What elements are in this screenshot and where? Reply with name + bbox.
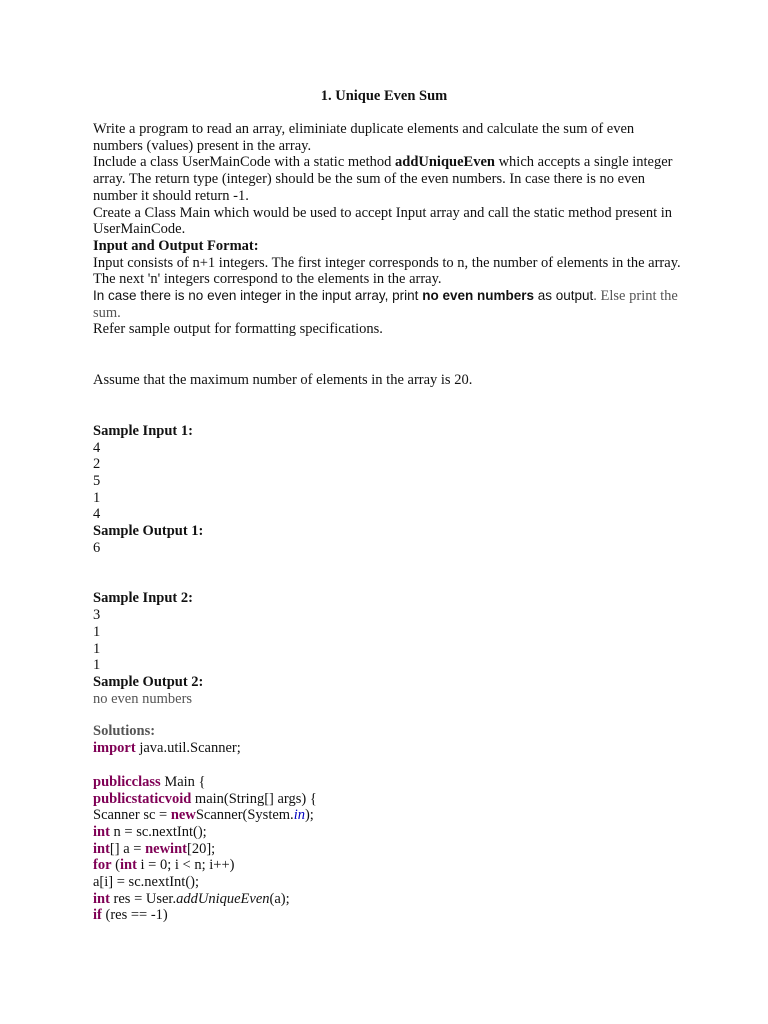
code-text: (res == -1) [101,907,168,924]
no-even-text-a: In case there is no even integer in the input array, print [93,288,423,304]
sample-output-2-label: Sample Output 2: [93,673,204,690]
code-text: Main { [160,773,206,790]
code-keyword: int [119,857,137,874]
io-format-heading: Input and Output Format: [93,237,259,254]
code-text: [20]; [186,840,216,857]
code-line-import [93,740,683,757]
code-text: ( [111,857,120,874]
code-line-main [93,791,683,808]
sample-output-2-line: no even numbers [93,690,193,707]
usermaincode-paragraph [93,154,683,204]
code-keyword: publicstaticvoid [93,790,192,807]
sample-input-1-line: 5 [93,472,101,489]
no-even-text-d: . Else print the sum. [93,288,678,321]
sample-input-2-line: 1 [93,657,101,674]
code-text: Scanner sc = [93,807,171,824]
no-even-text-c: as output [533,288,594,304]
code-line-read-n [93,824,683,841]
code-line-res [93,891,683,908]
method-name: addUniqueEven [395,154,495,171]
code-field: in [293,807,305,824]
sample-output-1-label: Sample Output 1: [93,523,204,540]
code-keyword: int [93,823,110,840]
code-text: i = 0; i < n; i++) [136,857,235,874]
sample-input-1-line: 1 [93,489,101,506]
formatting-note: Refer sample output for formatting specifications. [93,321,383,338]
assumption-text: Assume that the maximum number of elements in the array is 20. [93,372,473,389]
code-line-if [93,907,683,924]
code-line-class [93,774,683,791]
code-keyword: publicclass [93,773,161,790]
sample-input-2-line: 3 [93,607,101,624]
code-line-assign: a[i] = sc.nextInt(); [93,874,200,891]
code-text: [] a = [109,840,146,857]
sample-output-1-line: 6 [93,539,101,556]
sample-input-1-line: 4 [93,439,101,456]
io-description: Input consists of n+1 integers. The first integer corresponds to n, the number of elements in the array. The next 'n' integers correspond to the elements in the array. [93,254,681,288]
sample-input-2-line: 1 [93,623,101,640]
code-text: n = sc.nextInt(); [109,823,207,840]
code-method: addUniqueEven [176,890,270,907]
document-body [93,121,683,924]
sample-input-1-label: Sample Input 1: [93,422,193,439]
code-keyword: newint [145,840,187,857]
code-keyword: int [93,840,110,857]
code-text: res = User. [109,890,177,907]
intro-paragraph: Write a program to read an array, eliminiate duplicate elements and calculate the sum of even numbers (values) present in the array. [93,121,635,154]
code-keyword: new [170,807,196,824]
code-line-scanner [93,807,683,824]
no-even-description [93,288,683,321]
main-class-paragraph: Create a Class Main which would be used to accept Input array and call the static method present in UserMainCode. [93,204,673,238]
sample-input-2-line: 1 [93,640,101,657]
usermaincode-text-a: Include a class UserMainCode with a static method [93,154,396,171]
code-keyword: import [93,740,136,757]
no-even-highlight: no even numbers [422,288,534,304]
code-text: ); [304,807,314,824]
code-line-array [93,841,683,858]
code-text: Scanner(System. [195,807,294,824]
code-keyword: int [93,890,110,907]
code-text: java.util.Scanner; [135,740,241,757]
page-title: 1. Unique Even Sum [320,88,448,104]
sample-input-1-line: 4 [93,506,101,523]
code-text: (a); [269,890,290,907]
code-line-for [93,857,683,874]
solutions-heading: Solutions: [93,723,156,740]
code-keyword: if [93,907,102,924]
code-text: main(String[] args) { [191,790,317,807]
code-keyword: for [93,857,112,874]
sample-input-1-line: 2 [93,456,101,473]
usermaincode-text-c: which accepts a single integer array. The return type (integer) should be the sum of the even numbers. In case there is no even number it should return -1. [93,154,673,204]
sample-input-2-label: Sample Input 2: [93,590,193,607]
